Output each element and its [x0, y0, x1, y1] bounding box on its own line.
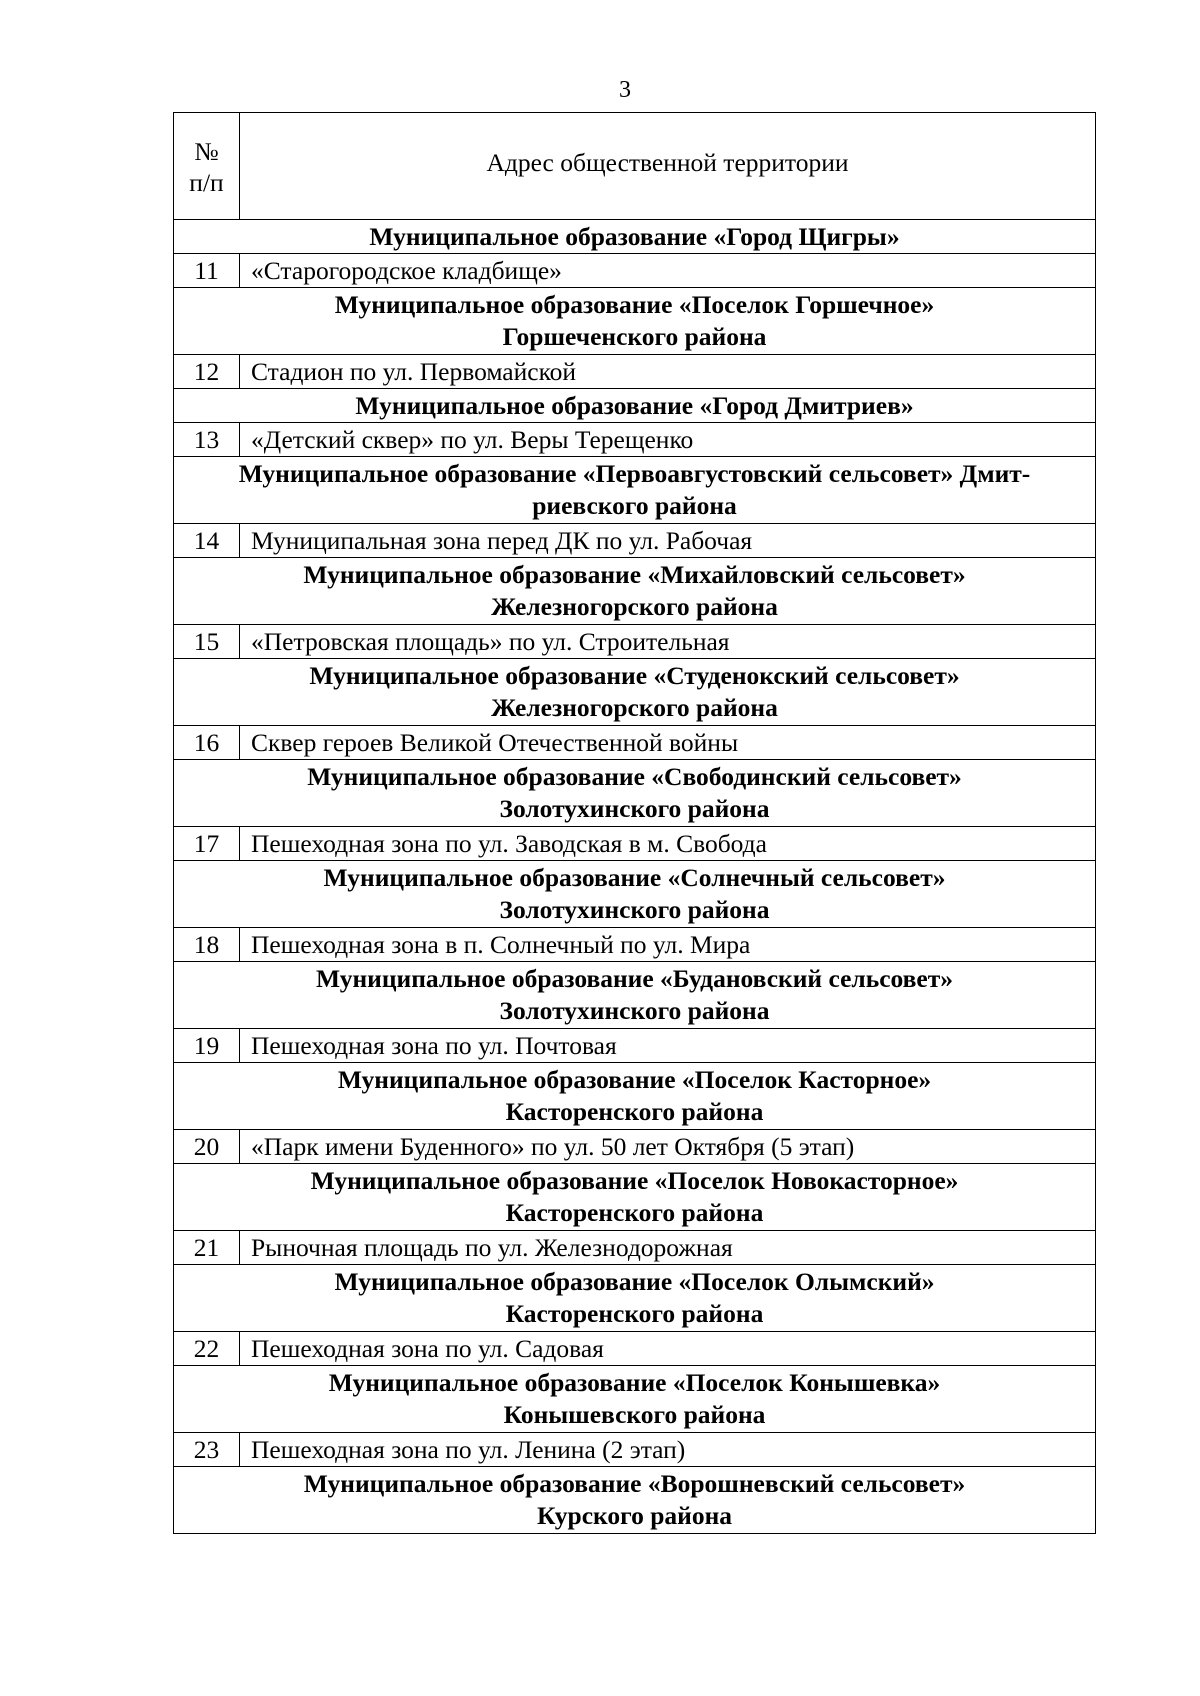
municipality-heading — [174, 760, 1096, 827]
table-row — [174, 625, 1096, 659]
municipality-heading-line: Касторенского района — [505, 1097, 764, 1126]
municipality-heading-line: Муниципальное образование «Город Щигры» — [369, 221, 900, 251]
municipality-heading-line: Муниципальное образование «Поселок Новокасторное» — [310, 1166, 959, 1195]
municipality-heading-row — [174, 457, 1096, 524]
table-row — [174, 1029, 1096, 1063]
table-row — [174, 254, 1096, 288]
row-number: 18 — [174, 928, 240, 962]
municipality-heading-row — [174, 962, 1096, 1029]
municipality-heading-line: Касторенского района — [505, 1299, 764, 1328]
number-header-symbol: № — [194, 137, 219, 166]
municipality-heading-line: Муниципальное образование «Поселок Олымский» — [334, 1267, 935, 1296]
municipality-heading-row — [174, 659, 1096, 726]
territory-address: Рыночная площадь по ул. Железнодорожная — [240, 1231, 1096, 1265]
municipality-heading-line: Железногорского района — [491, 592, 778, 621]
municipality-heading — [174, 1164, 1096, 1231]
municipality-heading-row — [174, 1164, 1096, 1231]
municipality-heading-row — [174, 1366, 1096, 1433]
number-header-abbr: п/п — [189, 168, 224, 197]
municipality-heading-line: Золотухинского района — [499, 996, 770, 1025]
territory-address: Пешеходная зона в п. Солнечный по ул. Мира — [240, 928, 1096, 962]
row-number: 21 — [174, 1231, 240, 1265]
municipality-heading — [174, 962, 1096, 1029]
row-number: 16 — [174, 726, 240, 760]
municipality-heading-line: Муниципальное образование «Поселок Горшечное» — [334, 290, 935, 319]
municipality-heading — [174, 861, 1096, 928]
row-number: 12 — [174, 355, 240, 389]
territory-address: Пешеходная зона по ул. Ленина (2 этап) — [240, 1433, 1096, 1467]
municipality-heading — [174, 1467, 1096, 1534]
address-column-header: Адрес общественной территории — [240, 113, 1096, 220]
table-header-row — [174, 113, 1096, 220]
table-row — [174, 1231, 1096, 1265]
municipality-heading-line: Железногорского района — [491, 693, 778, 722]
table-row — [174, 355, 1096, 389]
territory-address: Стадион по ул. Первомайской — [240, 355, 1096, 389]
municipality-heading — [174, 558, 1096, 625]
municipality-heading-line: Курского района — [536, 1501, 733, 1530]
municipality-heading-line: Касторенского района — [505, 1198, 764, 1227]
table-row — [174, 1130, 1096, 1164]
municipality-heading-line: Муниципальное образование «Студенокский сельсовет» — [309, 661, 960, 690]
table-row — [174, 1332, 1096, 1366]
municipality-heading-line: Муниципальное образование «Солнечный сельсовет» — [323, 863, 946, 892]
municipality-heading — [174, 1366, 1096, 1433]
municipality-heading-line: Золотухинского района — [499, 895, 770, 924]
municipality-heading-line: Муниципальное образование «Будановский сельсовет» — [315, 964, 954, 993]
territory-address: Муниципальная зона перед ДК по ул. Рабочая — [240, 524, 1096, 558]
municipality-heading-line: Муниципальное образование «Поселок Касторное» — [337, 1065, 932, 1094]
table-row — [174, 423, 1096, 457]
municipality-heading — [174, 389, 1096, 423]
municipality-heading-line: Муниципальное образование «Город Дмитриев» — [355, 390, 914, 420]
territory-address: «Парк имени Буденного» по ул. 50 лет Октября (5 этап) — [240, 1130, 1096, 1164]
territory-address: Пешеходная зона по ул. Почтовая — [240, 1029, 1096, 1063]
municipality-heading-line: Золотухинского района — [499, 794, 770, 823]
page-number: 3 — [619, 77, 631, 103]
row-number: 20 — [174, 1130, 240, 1164]
municipality-heading-row — [174, 760, 1096, 827]
number-column-header — [174, 113, 240, 220]
municipality-heading-line: Муниципальное образование «Свободинский сельсовет» — [307, 762, 962, 791]
municipality-heading-line: Муниципальное образование «Поселок Конышевка» — [328, 1368, 941, 1397]
municipality-heading — [174, 1063, 1096, 1130]
row-number: 17 — [174, 827, 240, 861]
municipality-heading-line: Муниципальное образование «Первоавгустовский сельсовет» Дмит- — [238, 459, 1031, 488]
municipality-heading-line: Конышевского района — [503, 1400, 766, 1429]
municipality-heading-row — [174, 1265, 1096, 1332]
territory-address: «Старогородское кладбище» — [240, 254, 1096, 288]
municipality-heading-row — [174, 1063, 1096, 1130]
municipality-heading-line: Горшеченского района — [502, 322, 767, 351]
municipality-heading-line: Муниципальное образование «Михайловский сельсовет» — [303, 560, 966, 589]
table-row — [174, 1433, 1096, 1467]
territory-address: «Детский сквер» по ул. Веры Терещенко — [240, 423, 1096, 457]
table-body — [174, 220, 1096, 1534]
territory-address: Пешеходная зона по ул. Заводская в м. Свобода — [240, 827, 1096, 861]
table-row — [174, 524, 1096, 558]
row-number: 15 — [174, 625, 240, 659]
territory-address: Сквер героев Великой Отечественной войны — [240, 726, 1096, 760]
table-row — [174, 726, 1096, 760]
row-number: 22 — [174, 1332, 240, 1366]
territory-address: «Петровская площадь» по ул. Строительная — [240, 625, 1096, 659]
municipality-heading — [174, 220, 1096, 254]
territory-table — [173, 112, 1096, 1534]
municipality-heading — [174, 659, 1096, 726]
municipality-heading-row — [174, 1467, 1096, 1534]
municipality-heading-line: Муниципальное образование «Ворошневский сельсовет» — [303, 1469, 966, 1498]
municipality-heading-row — [174, 558, 1096, 625]
row-number: 11 — [174, 254, 240, 288]
municipality-heading-row — [174, 861, 1096, 928]
row-number: 23 — [174, 1433, 240, 1467]
row-number: 19 — [174, 1029, 240, 1063]
table-row — [174, 827, 1096, 861]
row-number: 13 — [174, 423, 240, 457]
municipality-heading-line: риевского района — [532, 491, 737, 520]
municipality-heading — [174, 288, 1096, 355]
municipality-heading — [174, 457, 1096, 524]
municipality-heading-row — [174, 389, 1096, 423]
table-row — [174, 928, 1096, 962]
row-number: 14 — [174, 524, 240, 558]
municipality-heading-row — [174, 288, 1096, 355]
territory-address: Пешеходная зона по ул. Садовая — [240, 1332, 1096, 1366]
municipality-heading-row — [174, 220, 1096, 254]
municipality-heading — [174, 1265, 1096, 1332]
